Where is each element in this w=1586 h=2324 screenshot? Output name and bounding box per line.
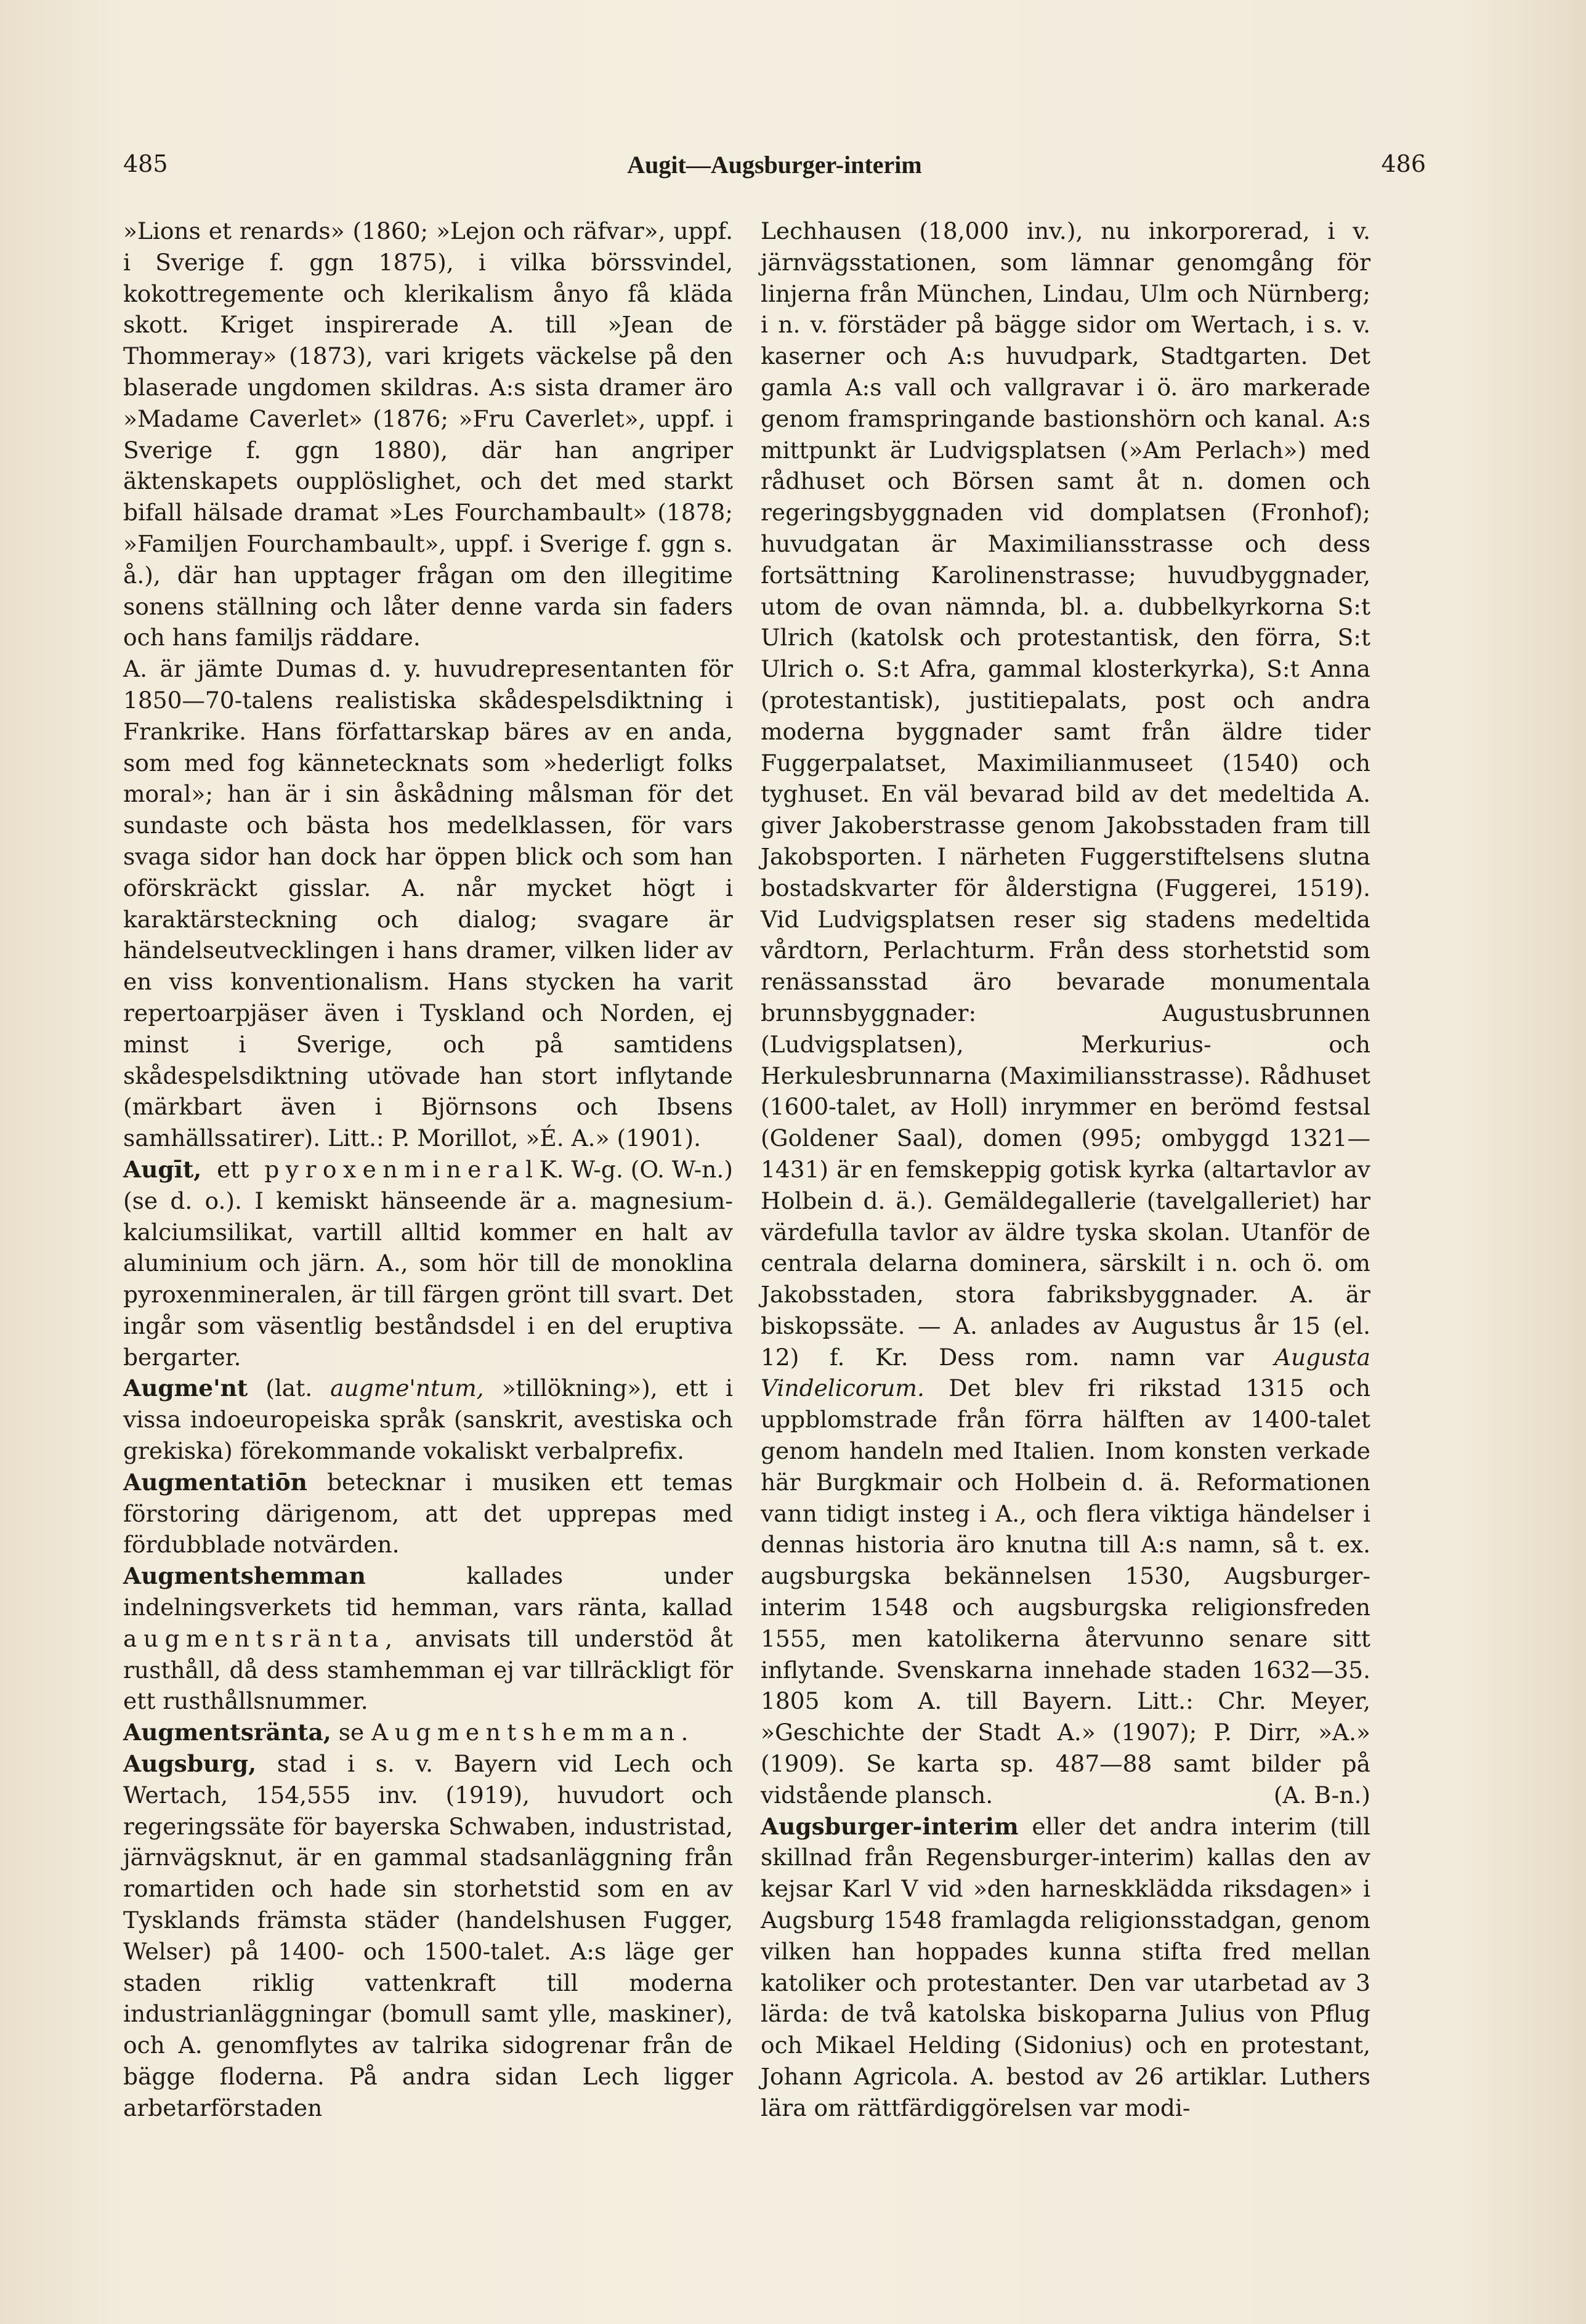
author-signature: (A. B-n.)	[1273, 1781, 1370, 1809]
left-page-number: 485	[123, 150, 168, 177]
entry-augment	[123, 1373, 733, 1466]
entry-augsburg-continued	[761, 216, 1370, 1811]
cross-reference: Augmentshemman.	[371, 1719, 695, 1746]
author-signature: K. W-g. (O. W-n.)	[539, 1155, 733, 1183]
paragraph-text: A. är jämte Dumas d. y. huvudrepresentanten för 1850—70-talens realistiska skådespelsdiktning i Frankrike. Hans författarskap bäres av en anda, som med fog kännetecknats som »hederligt folks moral»; han är i sin åskådning målsman för det sundaste och bästa hos medelklassen, för vars svaga sidor han dock har öppen blick och som han oförskräckt gisslar. A. når mycket högt i karaktärsteckning och dialog; svagare är händelseutvecklingen i hans dramer, vilken lider av en viss konventionalism. Hans stycken ha varit repertoarpjäser även i Tyskland och Norden, ej minst i Sverige, och på samtidens skådespelsdiktning utövade han stort inflytande (märkbart även i Björnsons och Ibsens samhällssatirer). Litt.: P. Morillot, »É. A.» (1901).	[123, 655, 733, 1152]
entry-text: betecknar i musiken ett temas förstoring därigenom, att det upprepas med fördubblade notvärden.	[123, 1468, 733, 1559]
entry-text: ett	[217, 1155, 249, 1183]
running-header	[123, 150, 1426, 187]
spaced-term: pyroxenmineral	[264, 1155, 540, 1183]
entry-text: Lechhausen (18,000 inv.), nu inkorporerad, i v. järnvägsstationen, som lämnar genomgång för linjerna från München, Lindau, Ulm och Nürnberg; i n. v. förstäder på bägge sidor om Wertach, i s. v. kaserner och A:s huvudpark, Stadtgarten. Det gamla A:s vall och vallgravar i ö. äro markerade genom framspringande bastionshörn och kanal. A:s mittpunkt är Ludvigsplatsen (»Am Perlach») med rådhuset och Börsen samt åt n. domen och regeringsbyggnaden vid domplatsen (Fronhof); huvudgatan är Maximiliansstrasse och dess fortsättning Karolinenstrasse; huvudbyggnader, utom de ovan nämnda, bl. a. dubbelkyrkorna S:t Ulrich (katolsk och protestantisk, den förra, S:t Ulrich o. S:t Afra, gammal klosterkyrka), S:t Anna (protestantisk), justitiepalats, post och andra moderna byggnader samt från äldre tider Fuggerpalatset, Maximilianmuseet (1540) och tyghuset. En väl bevarad bild av det medeltida A. giver Jakoberstrasse genom Jakobsstaden fram till Jakobsporten. I närheten Fuggerstiftelsens slutna bostadskvarter för ålderstigna (Fuggerei, 1519). Vid Ludvigsplatsen reser sig stadens medeltida vårdtorn, Perlachturm. Från dess storhetstid som renässansstad äro bevarade monumentala brunnsbyggnader: Augustusbrunnen (Ludvigsplatsen), Merkurius- och Herkulesbrunnarna (Maximiliansstrasse). Rådhuset (1600-talet, av Holl) inrymmer en berömd festsal (Goldener Saal), domen (995; ombyggd 1321—1431) är en femskeppig gotisk kyrka (altartavlor av Holbein d. ä.). Gemäldegallerie (tavelgalleriet) har värdefulla tavlor av äldre tyska skolan. Utanför de centrala delarna dominera, särskilt i n. och ö. om Jakobsstaden, stora fabriksbyggnader. A. är biskopssäte. — A. anlades av Augustus år 15 (el. 12) f. Kr. Dess rom. namn var	[761, 217, 1370, 1371]
entry-continuation: »Lions et renards» (1860; »Lejon och räfvar», uppf. i Sverige f. ggn 1875), i vilka börssvindel, kokottregemente och klerikalism ånyo få kläda skott. Kriget inspirerade A. till »Jean de Thommeray» (1873), vari krigets väckelse på den blaserade ungdomen skildras. A:s sista dramer äro »Madame Caverlet» (1876; »Fru Caverlet», uppf. i Sverige f. ggn 1880), där han angriper äktenskapets oupplöslighet, och det med starkt bifall hälsade dramat »Les Fourchambault» (1878; »Familjen Fourchambault», uppf. i Sverige f. ggn s. å.), där han upptager frågan om den illegitime sonens ställning och låter denne varda sin faders och hans familjs räddare.	[123, 217, 733, 652]
entry-augit	[123, 1154, 733, 1373]
left-column	[123, 216, 733, 2124]
entry-text: anvisats till understöd åt rusthåll, då dess stamhemman ej var tillräckligt för ett rusthållsnummer.	[123, 1624, 734, 1715]
entry-text: stad i s. v. Bayern vid Lech och Wertach, 154,555 inv. (1919), huvudort och regeringssäte för bayerska Schwaben, industristad, järnvägsknut, är en gammal stadsanläggning från romartiden och hade sin storhetstid som en av Tysklands främsta städer (handelshusen Fugger, Welser) på 1400- och 1500-talet. A:s läge ger staden riklig vattenkraft till moderna industrianläggningar (bomull samt ylle, maskiner), och A. genomflytes av talrika sidogrenar från de bägge floderna. På andra sidan Lech ligger arbetarförstaden	[123, 1750, 734, 2121]
right-page-number: 486	[1381, 150, 1426, 177]
entry-text: (se d. o.). I kemiskt hänseende är a. magnesium-kalciumsilikat, vartill alltid kommer en halt av aluminium och järn. A., som hör till de monoklina pyroxenmineralen, är till färgen grönt till svart. Det ingår som väsentlig beståndsdel i en del eruptiva bergarter.	[123, 1187, 733, 1371]
running-head-title: Augit—Augsburger-interim	[627, 151, 922, 179]
entry-augmentsranta	[123, 1717, 733, 1748]
headword-augsburg: Augsburg,	[123, 1750, 257, 1778]
entry-text: eller det andra interim (till skillnad från Regensburger-interim) kallas den av kejsar Karl V vid »den harneskklädda riksdagen» i Augsburg 1548 framlagda religionsstadgan, genom vilken han hoppades kunna stifta fred mellan katoliker och protestanter. Den var utarbetad av 3 lärda: de två katolska biskoparna Julius von Pflug och Mikael Helding (Sidonius) och en protestant, Johann Agricola. A. bestod av 26 artiklar. Luthers lära om rättfärdiggörelsen var modi-	[761, 1812, 1370, 2121]
entry-augsburger-interim	[761, 1811, 1370, 2124]
entry-text: Det blev fri rikstad 1315 och uppblomstrade från förra hälften av 1400-talet genom handeln med Italien. Inom konsten verkade här Burgkmair och Holbein d. ä. Reformationen vann tidigt insteg i A., och flera viktiga händelser i dennas historia äro knutna till A:s namn, så t. ex. augsburgska bekännelsen 1530, Augsburger-interim 1548 och augsburgska religionsfreden 1555, men katolikerna återvunno senare sitt inflytande. Svenskarna innehade staden 1632—35. 1805 kom A. till Bayern. Litt.: Chr. Meyer, »Geschichte der Stadt A.» (1907); P. Dirr, »A.» (1909). Se karta sp. 487—88 samt bilder på vidstående plansch.	[761, 1374, 1371, 1809]
entry-augmentation	[123, 1467, 733, 1560]
spaced-term: augmentsränta,	[123, 1624, 399, 1652]
headword-augit: Augīt,	[123, 1155, 202, 1183]
entry-text: se	[338, 1719, 365, 1746]
italic-term: Augusta Vindelicorum.	[761, 1343, 1371, 1402]
right-column	[761, 216, 1370, 2124]
headword-augsburger-interim: Augsburger-interim	[761, 1812, 1019, 1840]
entry-augsburg	[123, 1748, 733, 2124]
headword-augmentsranta: Augmentsränta,	[123, 1719, 331, 1746]
entry-text: kallades under indelningsverkets tid hemman, vars ränta, kallad	[123, 1562, 734, 1621]
headword-augmentation: Augmentatiōn	[123, 1468, 307, 1496]
entry-text: »tillökning»), ett i vissa indoeuropeiska språk (sanskrit, avestiska och grekiska) förekommande vokaliskt verbalprefix.	[123, 1374, 734, 1465]
entry-text: (lat.	[265, 1374, 313, 1402]
headword-augmentshemman: Augmentshemman	[123, 1562, 366, 1590]
headword-augment: Augme'nt	[123, 1374, 248, 1402]
italic-term: augme'ntum,	[330, 1374, 484, 1402]
entry-augmentshemman	[123, 1560, 733, 1717]
